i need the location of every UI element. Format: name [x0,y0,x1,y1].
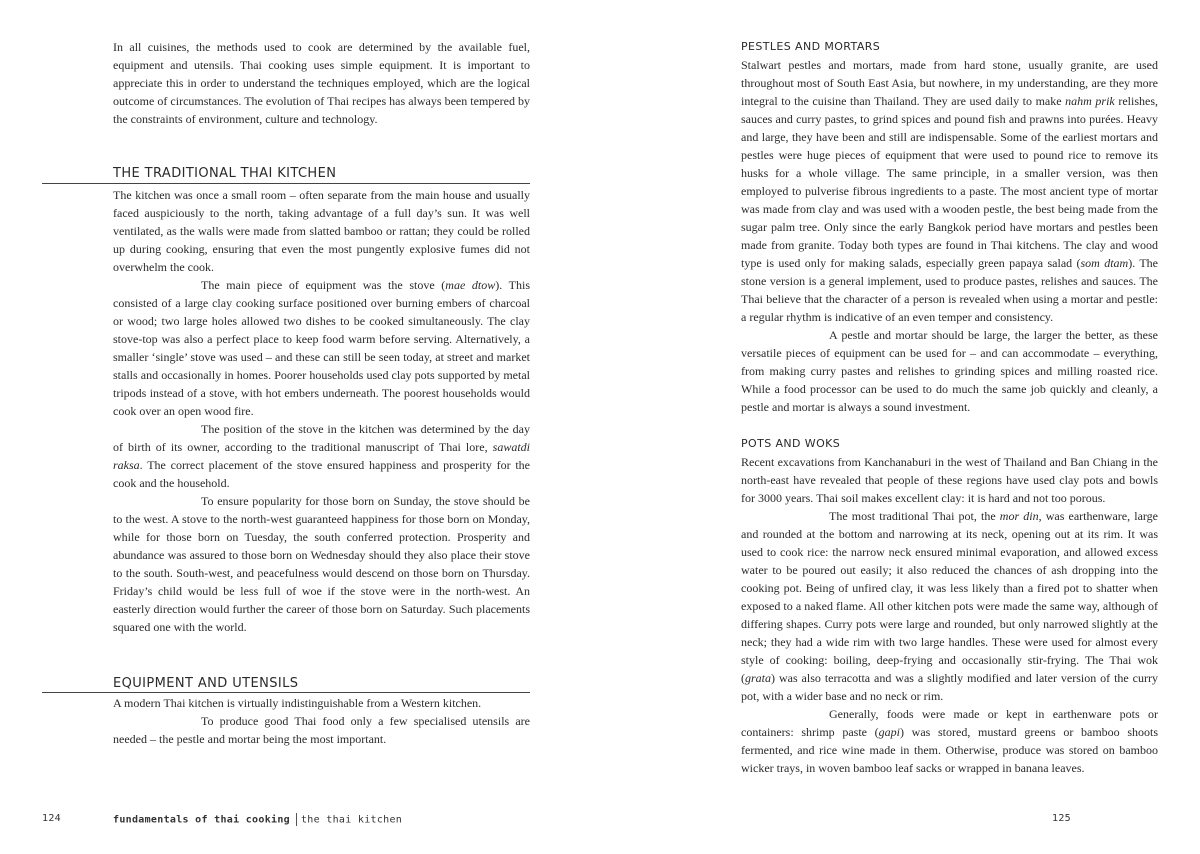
paragraph: The position of the stove in the kitchen was determined by the day of birth of its owner, according to the traditional manuscript of Thai lore, sawatdi raksa. The correct placement of the stove ensured happiness and prosperity for the cook and the household. [113,422,530,490]
section-heading-traditional-kitchen: THE TRADITIONAL THAI KITCHEN [113,166,337,181]
paragraph: Generally, foods were made or kept in earthenware pots or containers: shrimp paste (gapi) was stored, mustard greens or bamboo shoots fermented, and rice wine made in them. Otherwise, produce was stored on bamboo wicker trays, in woven bamboo leaf sacks or wrapped in banana leaves. [741,707,1158,775]
section-heading-equipment: EQUIPMENT AND UTENSILS [113,676,299,691]
section-heading-pots: POTS AND WOKS [741,437,841,450]
intro-block [113,38,530,128]
paragraph: To produce good Thai food only a few specialised utensils are needed – the pestle and mortar being the most important. [113,714,530,746]
paragraph: Stalwart pestles and mortars, made from hard stone, usually granite, are used throughout most of South East Asia, but nowhere, in my understanding, are they more integral to the cuisine than Thailand. They are used daily to make nahm prik relishes, sauces and curry pastes, to grind spices and pound fish and prawns into purées. Heavy and large, they have been and still are indispensable. Some of the earliest mortars and pestles were huge pieces of equipment that were used to pound rice to remove its husks for a whole village. The same principle, in a smaller version, was then employed to pulverise fibrous ingredients to a paste. The most ancient type of mortar was made from clay and was used with a wooden pestle, the best being made from the sugar palm tree. Only since the early Bangkok period have mortars and pestles been made from granite. Today both types are found in Thai kitchens. The clay and wood type is used only for making salads, especially green papaya salad (som dtam). The stone version is a general implement, used to produce pastes, relishes and sauces. The Thai believe that the character of a person is revealed when using a mortar and pestle: a regular rhythm is indicative of an even temper and consistency. [741,58,1159,324]
page-footer [42,813,61,824]
section-rule [42,183,530,184]
page-number: 124 [42,813,61,824]
paragraph: Recent excavations from Kanchanaburi in the west of Thailand and Ban Chiang in the north-east have revealed that people of these regions have used clay pots and bowls for 3000 years. Thai soil makes excellent clay: it is hard and not too porous. [741,455,1158,505]
paragraph: The main piece of equipment was the stove (mae dtow). This consisted of a large clay cooking surface positioned over burning embers of charcoal or wood; two large holes allowed two dishes to be cooked simultaneously. The clay stove-top was also a perfect place to keep food warm before serving. Alternatively, a smaller ‘single’ stove was used – and these can still be seen today, at street and market stalls and occasionally in homes. Poorer households used clay pots supported by metal tripods instead of a stove, with hot embers underneath. The poorest households would cook over an open wood fire. [113,278,530,418]
paragraph: A modern Thai kitchen is virtually indistinguishable from a Western kitchen. [113,696,482,710]
intro-paragraph: In all cuisines, the methods used to cook are determined by the available fuel, equipment and utensils. Thai cooking uses simple equipment. It is important to appreciate this in order to understand the techniques employed, which are the logical outcome of circumstances. The evolution of Thai recipes has always been tempered by the constraints of environment, culture and technology. [113,40,530,126]
page-footer [1052,813,1071,824]
section-rule [42,692,530,693]
pots-section [741,435,1158,777]
book-title: fundamentals of thai cooking [113,814,290,826]
running-head [113,813,402,826]
paragraph: To ensure popularity for those born on Sunday, the stove should be to the west. A stove to the north-west guaranteed happiness for those born on Monday, while for those born on Tuesday, the south conferred protection. Prosperity and abundance was assured to those born on Wednesday should they also place their stove to the south. South-west, and peacefulness would descend on those born on Thursday. Friday’s child would be less full of woe if the stove were in the north-west. An easterly direction would further the career of those born on Saturday. Such placements squared one with the world. [113,494,530,634]
traditional-kitchen-body [113,186,530,636]
paragraph: A pestle and mortar should be large, the larger the better, as these versatile pieces of equipment can be used for – and can accommodate – everything, from making curry pastes and relishes to grinding spices and milling roasted rice. While a food processor can be used to do much the same job quickly and cleanly, a pestle and mortar is always a sound investment. [741,328,1158,414]
pestles-section [741,38,1158,416]
equipment-body [113,694,530,748]
paragraph: The kitchen was once a small room – often separate from the main house and usually faced auspiciously to the north, taking advantage of a full day’s sun. It was well ventilated, as the walls were made from slatted bamboo or rattan; they could be rolled up during cooking, ensuring that even the most pungently explosive fumes did not overwhelm the cook. [113,188,530,274]
chapter-title: the thai kitchen [300,814,403,826]
paragraph: The most traditional Thai pot, the mor din, was earthenware, large and rounded at the bottom and narrowing at its neck, opening out at its rim. It was used to cook rice: the narrow neck ensured minimal evaporation, and allowed excess water to be poured out easily; it also reduced the chances of ash dropping into the cooking pot. Being of unfired clay, it was less likely than a fired pot to shatter when exposed to a naked flame. All other kitchen pots were made the same way, although of differing shapes. Curry pots were large and rounded, but only narrowed slightly at the neck; they had a wide rim with two large handles. These were used for almost every style of cooking: boiling, deep-frying and occasionally stir-frying. The Thai wok (grata) was also terracotta and was a slightly modified and later version of the curry pot, with a wider base and no neck or rim. [741,509,1158,703]
section-heading-pestles: PESTLES AND MORTARS [741,40,881,53]
page-number: 125 [1052,813,1071,824]
right-page [600,0,1200,854]
footer-divider [296,813,297,826]
